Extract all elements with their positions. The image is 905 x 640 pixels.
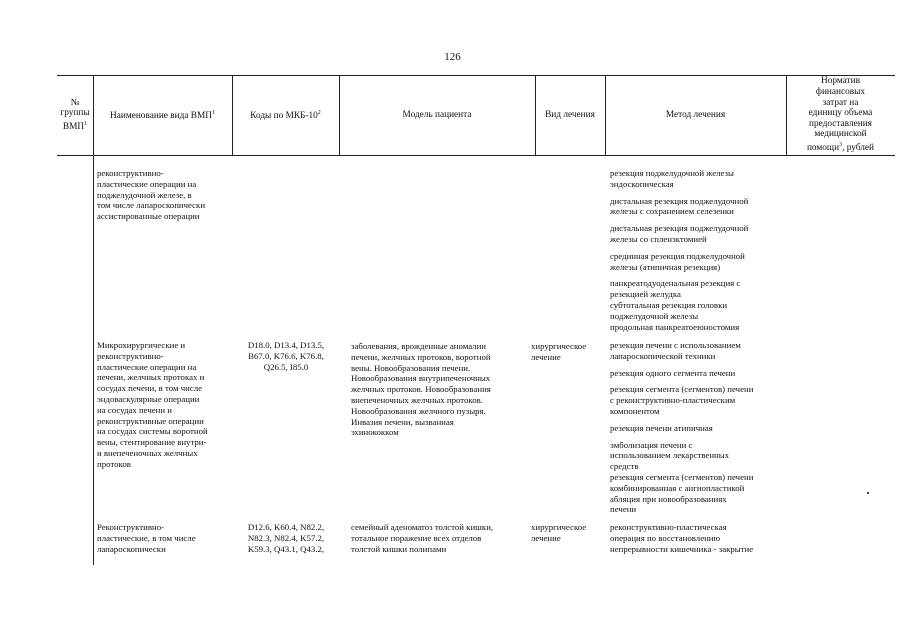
method-item: панкреатодуоденальная резекция с резекцией желудка субтотальная резекция головки поджелудочной железы продольная панкреатоеюностомия [610,278,741,332]
page-number: 126 [444,51,461,63]
method-item: резекция одного сегмента печени [610,367,736,378]
header-col-codes: Коды по МКБ-$10^2$ [250,110,321,122]
cell-patient-model: семейный аденоматоз толстой кишки, тотальное поражение всех отделов толстой кишки полипами [351,522,494,554]
method-item: резекция печени атипичная [610,422,713,433]
method-item: резекция печени с использованием лапароскопической техники [610,340,741,361]
header-bottom-border [57,155,895,156]
header-col-name: Наименование вида ВМП$^1$ [110,110,215,122]
cell-treatment-type: хирургическое лечение [531,341,587,362]
header-col-number: № группы ВМП$^1$ [60,97,90,132]
scan-speck [867,492,869,494]
cell-icd-codes: D12.6, K60.4, N82.2, N82.3, N82.4, K57.2, K59.3, Q43.1, Q43.2, [247,522,325,554]
header-col-method: Метод лечения [665,109,726,120]
cell-vmp-name: Реконструктивно- пластические, в том числе лапароскопически [97,522,196,554]
cell-treatment-methods [610,522,786,554]
cell-treatment-type: хирургическое лечение [531,522,587,543]
cell-treatment-methods [610,340,786,515]
method-item: резекция сегмента (сегментов) печени с реконструктивно-пластическим компонентом [610,384,754,416]
method-item: эмболизация печени с использованием лекарственных средств резекция сегмента (сегментов) печени комбинированная с ангиопластикой абляция при новообразованиях печени [610,439,754,515]
header-col-treatment: Вид лечения [545,109,595,120]
method-item: дистальная резекция поджелудочной железы со спленэктомией [610,223,749,244]
cell-patient-model: заболевания, врожденные аномалии печени, желчных протоков, воротной вены. Новообразования печени. Новообразования внутрипеченочных желчных протоков. Новообразования внепеченочных желчных протоков. Новообразования желчного пузыря. Инвазия печени, вызванная эхинококком [351,341,491,438]
cell-vmp-name: реконструктивно- пластические операции на поджелудочной железе, в том числе лапароскопически ассистированные операции [97,168,206,222]
header-col-model: Модель пациента [402,109,472,120]
cell-vmp-name: Микрохирургические и реконструктивно- пластические операции на печени, желчных протоках и сосудах печени, в том числе эндоваскулярные операции на сосудах печени и реконструктивные операции на сосудах системы воротной вены, стентирование внутри- и внепеченочных желчных протоков [97,340,208,469]
method-item: резекция поджелудочной железы эндоскопическая [610,168,734,189]
method-item: дистальная резекция поджелудочной железы с сохранением селезенки [610,195,749,217]
header-col-norm: Норматив финансовых затрат на единицу объема предоставления медицинской помощи$^3$, рублей [806,76,875,154]
method-item: срединная резекция поджелудочной железы (атипичная резекция) [610,250,745,272]
cell-treatment-methods [610,168,786,332]
method-item: реконструктивно-пластическая операция по восстановлению непрерывности кишечника - закрытие [610,522,754,554]
cell-icd-codes: D18.0, D13.4, D13.5, B67.0, K76.6, K76.8, Q26.5, I85.0 [247,340,325,372]
